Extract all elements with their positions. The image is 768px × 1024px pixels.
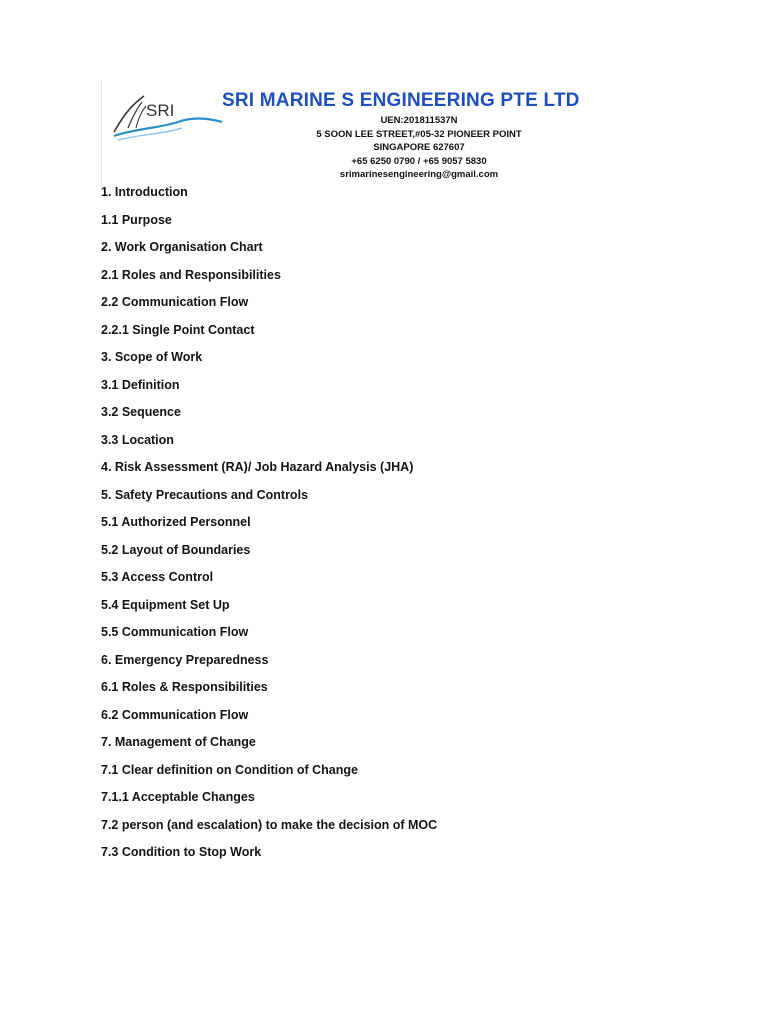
- company-email: srimarinesengineering@gmail.com: [339, 169, 499, 181]
- company-address-line1: 5 SOON LEE STREET,#05-32 PIONEER POINT: [316, 128, 522, 140]
- toc-item: 5.2 Layout of Boundaries: [101, 542, 251, 557]
- toc-item: 5.5 Communication Flow: [101, 625, 249, 639]
- toc-item: 5.3 Access Control: [101, 570, 214, 584]
- toc-item: 1.1 Purpose: [101, 212, 172, 227]
- table-of-contents: [101, 182, 437, 870]
- toc-item: 7.2 person (and escalation) to make the decision of MOC: [101, 817, 438, 832]
- toc-item: 7. Management of Change: [101, 735, 256, 749]
- company-phone: +65 6250 0790 / +65 9057 5830: [351, 155, 487, 167]
- company-address-line2: SINGAPORE 627607: [373, 142, 465, 154]
- toc-item: 7.3 Condition to Stop Work: [101, 845, 262, 859]
- sri-logo: [108, 84, 228, 144]
- company-name: SRI MARINE S ENGINEERING PTE LTD: [222, 90, 580, 111]
- letterhead: [104, 78, 624, 188]
- toc-item: 6.2 Communication Flow: [101, 707, 249, 722]
- company-uen: UEN:201811537N: [380, 115, 458, 126]
- toc-item: 6. Emergency Preparedness: [101, 652, 269, 667]
- toc-item: 4. Risk Assessment (RA)/ Job Hazard Analysis (JHA): [101, 460, 414, 474]
- toc-item: 3.1 Definition: [101, 377, 180, 392]
- company-details: [284, 114, 554, 182]
- toc-item: 5.1 Authorized Personnel: [101, 515, 251, 529]
- logo-text: SRI: [146, 101, 175, 120]
- toc-item: 3.2 Sequence: [101, 405, 181, 419]
- toc-item: 2.2 Communication Flow: [101, 295, 249, 309]
- toc-item: 2. Work Organisation Chart: [101, 240, 263, 254]
- toc-item: 3. Scope of Work: [101, 350, 203, 364]
- toc-item: 2.2.1 Single Point Contact: [101, 322, 255, 337]
- toc-item: 3.3 Location: [101, 432, 174, 447]
- toc-item: 2.1 Roles and Responsibilities: [101, 267, 281, 282]
- toc-item: 7.1.1 Acceptable Changes: [101, 790, 255, 804]
- toc-item: 1. Introduction: [101, 185, 188, 199]
- toc-item: 7.1 Clear definition on Condition of Change: [101, 762, 358, 777]
- page-edge-line: [101, 80, 102, 190]
- toc-item: 5. Safety Precautions and Controls: [101, 487, 308, 502]
- toc-item: 6.1 Roles & Responsibilities: [101, 680, 268, 694]
- toc-item: 5.4 Equipment Set Up: [101, 597, 230, 612]
